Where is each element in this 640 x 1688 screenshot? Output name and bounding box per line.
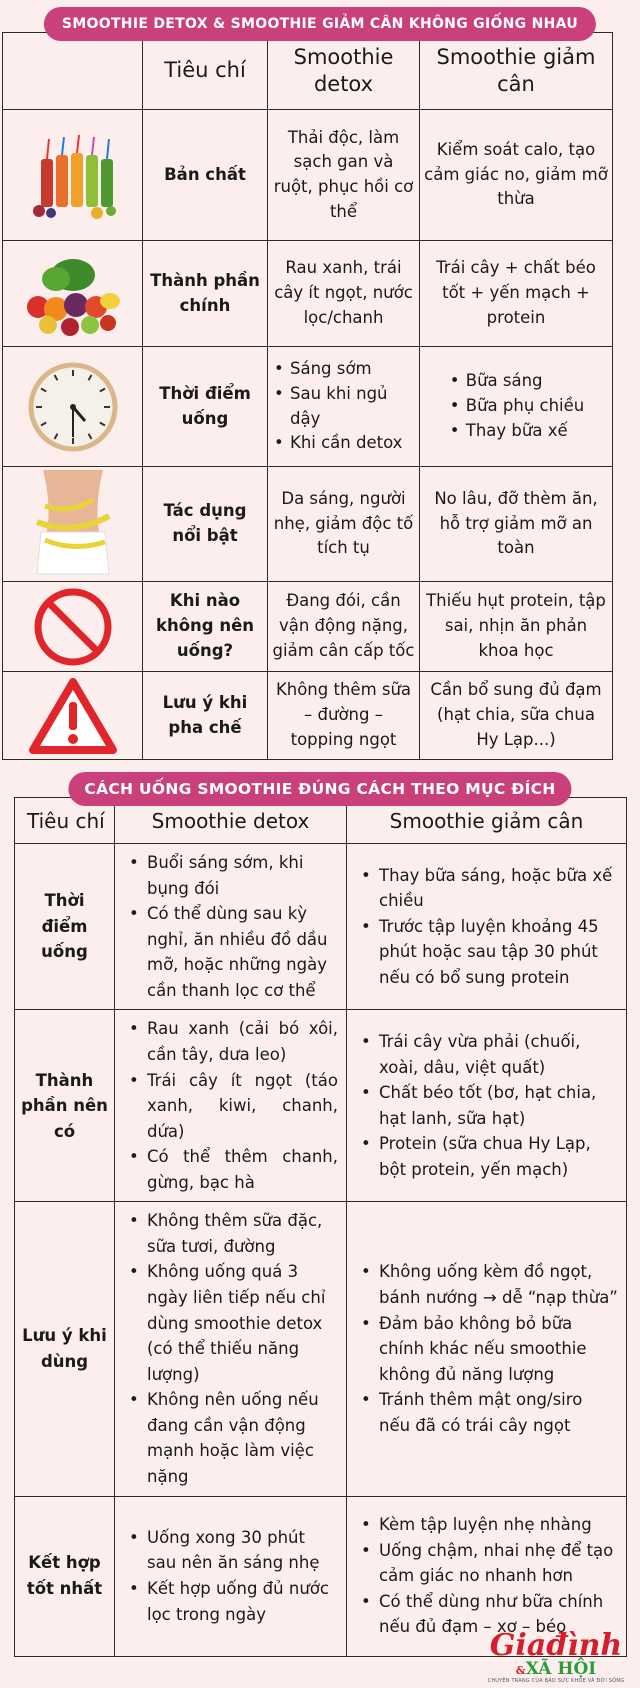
list-item: • Trái cây vừa phải (chuối, xoài, dâu, việt quất) <box>361 1029 618 1080</box>
header-detox: Smoothie detox <box>268 33 420 110</box>
waist-measuring-tape-icon <box>3 467 143 582</box>
list-item: • Rau xanh (cải bó xôi, cần tây, dưa leo) <box>129 1016 338 1067</box>
header-slim: Smoothie giảm cân <box>347 798 627 844</box>
table-row <box>15 1010 627 1202</box>
detox-list <box>129 1525 338 1627</box>
table-row <box>3 110 613 241</box>
usage-guide-table <box>14 797 627 1657</box>
criterion-cell: Tác dụng nổi bật <box>143 467 268 582</box>
section-title-banner: SMOOTHIE DETOX & SMOOTHIE GIẢM CÂN KHÔNG GIỐNG NHAU <box>44 7 596 41</box>
criterion-cell: Thời điểm uống <box>15 844 115 1010</box>
list-item: • Sau khi ngủ dậy <box>272 382 415 432</box>
list-item: • Uống chậm, nhai nhẹ để tạo cảm giác no nhanh hơn <box>361 1538 618 1589</box>
list-item: • Trái cây ít ngọt (táo xanh, kiwi, chanh, dứa) <box>129 1068 338 1145</box>
table-row <box>3 347 613 467</box>
section-title-banner: CÁCH UỐNG SMOOTHIE ĐÚNG CÁCH THEO MỤC ĐÍCH <box>68 772 571 806</box>
list-item: • Bữa sáng <box>448 369 585 394</box>
criterion-cell: Thành phần nên có <box>15 1010 115 1202</box>
header-detox: Smoothie detox <box>115 798 347 844</box>
logo-main-text: Giađình <box>489 1628 623 1663</box>
table-row <box>3 672 613 760</box>
table-header-row <box>3 33 613 110</box>
slim-cell <box>347 844 627 1010</box>
list-item: • Đảm bảo không bỏ bữa chính khác nếu smoothie không đủ năng lượng <box>361 1311 618 1388</box>
header-criterion: Tiêu chí <box>15 798 115 844</box>
list-item: • Uống xong 30 phút sau nên ăn sáng nhẹ <box>129 1525 338 1576</box>
detox-cell: Da sáng, người nhẹ, giảm độc tố tích tụ <box>268 467 420 582</box>
slim-cell: Cần bổ sung đủ đạm (hạt chia, sữa chua Hy Lạp...) <box>420 672 613 760</box>
detox-list <box>129 1208 338 1489</box>
detox-cell <box>115 844 347 1010</box>
list-item: • Trước tập luyện khoảng 45 phút hoặc sau tập 30 phút nếu có bổ sung protein <box>361 914 618 991</box>
header-criterion: Tiêu chí <box>143 33 268 110</box>
list-item: • Có thể dùng sau kỳ nghỉ, ăn nhiều đồ dầu mỡ, hoặc những ngày cần thanh lọc cơ thể <box>129 901 338 1003</box>
table-row <box>3 241 613 347</box>
list-item: • Thay bữa xế <box>448 419 585 444</box>
header-empty <box>3 33 143 110</box>
detox-cell: Thải độc, làm sạch gan và ruột, phục hồi cơ thể <box>268 110 420 241</box>
list-item: • Kèm tập luyện nhẹ nhàng <box>361 1512 618 1538</box>
detox-cell <box>115 1202 347 1496</box>
logo-sub-text <box>486 1661 626 1678</box>
detox-cell: Rau xanh, trái cây ít ngọt, nước lọc/chanh <box>268 241 420 347</box>
detox-cell <box>115 1496 347 1656</box>
list-item: • Kết hợp uống đủ nước lọc trong ngày <box>129 1576 338 1627</box>
list-item: • Tránh thêm mật ong/siro nếu đã có trái cây ngọt <box>361 1387 618 1438</box>
slim-list <box>448 369 585 443</box>
detox-list <box>129 1016 338 1195</box>
header-slim: Smoothie giảm cân <box>420 33 613 110</box>
list-item: • Không thêm sữa đặc, sữa tươi, đường <box>129 1208 338 1259</box>
list-item: • Thay bữa sáng, hoặc bữa xế chiều <box>361 863 618 914</box>
table-row <box>15 844 627 1010</box>
criterion-cell: Thành phần chính <box>143 241 268 347</box>
clock-icon <box>3 347 143 467</box>
list-item: • Không uống quá 3 ngày liên tiếp nếu chỉ dùng smoothie detox (có thể thiếu năng lượng) <box>129 1259 338 1387</box>
slim-list <box>361 1029 618 1182</box>
slim-cell: Kiểm soát calo, tạo cảm giác no, giảm mỡ thừa <box>420 110 613 241</box>
criterion-cell: Bản chất <box>143 110 268 241</box>
list-item: • Có thể dùng như bữa chính nếu đủ đạm – xơ – béo <box>361 1589 618 1640</box>
smoothie-jars-icon <box>3 110 143 241</box>
criterion-cell: Lưu ý khi dùng <box>15 1202 115 1496</box>
comparison-table <box>2 32 613 760</box>
criterion-cell: Kết hợp tốt nhất <box>15 1496 115 1656</box>
prohibited-sign-icon <box>3 582 143 672</box>
detox-cell: Đang đói, cần vận động nặng, giảm cân cấp tốc <box>268 582 420 672</box>
detox-cell: Không thêm sữa – đường – topping ngọt <box>268 672 420 760</box>
fruits-vegetables-icon <box>3 241 143 347</box>
criterion-cell: Lưu ý khi pha chế <box>143 672 268 760</box>
detox-list <box>272 357 415 456</box>
criterion-cell: Thời điểm uống <box>143 347 268 467</box>
logo-tagline: CHUYÊN TRANG CỦA BÁO SỨC KHỎE VÀ ĐỜI SỐNG <box>487 1678 625 1684</box>
list-item: • Chất béo tốt (bơ, hạt chia, hạt lanh, sữa hạt) <box>361 1080 618 1131</box>
slim-list <box>361 1259 618 1438</box>
list-item: • Có thể thêm chanh, gừng, bạc hà <box>129 1144 338 1195</box>
slim-cell: No lâu, đỡ thèm ăn, hỗ trợ giảm mỡ an toàn <box>420 467 613 582</box>
logo-ampersand: & <box>515 1664 526 1677</box>
detox-cell <box>268 347 420 467</box>
list-item: • Buổi sáng sớm, khi bụng đói <box>129 850 338 901</box>
list-item: • Protein (sữa chua Hy Lạp, bột protein, yến mạch) <box>361 1131 618 1182</box>
list-item: • Bữa phụ chiều <box>448 394 585 419</box>
slim-list <box>361 1512 618 1640</box>
site-logo <box>486 1628 626 1684</box>
slim-cell <box>347 1202 627 1496</box>
warning-triangle-icon <box>3 672 143 760</box>
slim-cell <box>347 1010 627 1202</box>
detox-list <box>129 850 338 1003</box>
list-item: • Khi cần detox <box>272 431 415 456</box>
logo-sub-label: XÃ HỘI <box>525 1659 597 1679</box>
criterion-cell: Khi nào không nên uống? <box>143 582 268 672</box>
table-row <box>15 1202 627 1496</box>
slim-cell <box>420 347 613 467</box>
table-row <box>3 467 613 582</box>
list-item: • Sáng sớm <box>272 357 415 382</box>
slim-list <box>361 863 618 991</box>
table-row <box>3 582 613 672</box>
slim-cell: Trái cây + chất béo tốt + yến mạch + protein <box>420 241 613 347</box>
slim-cell: Thiếu hụt protein, tập sai, nhịn ăn phản khoa học <box>420 582 613 672</box>
list-item: • Không uống kèm đồ ngọt, bánh nướng → dễ “nạp thừa” <box>361 1259 618 1310</box>
detox-cell <box>115 1010 347 1202</box>
list-item: • Không nên uống nếu đang cần vận động mạnh hoặc làm việc nặng <box>129 1387 338 1489</box>
